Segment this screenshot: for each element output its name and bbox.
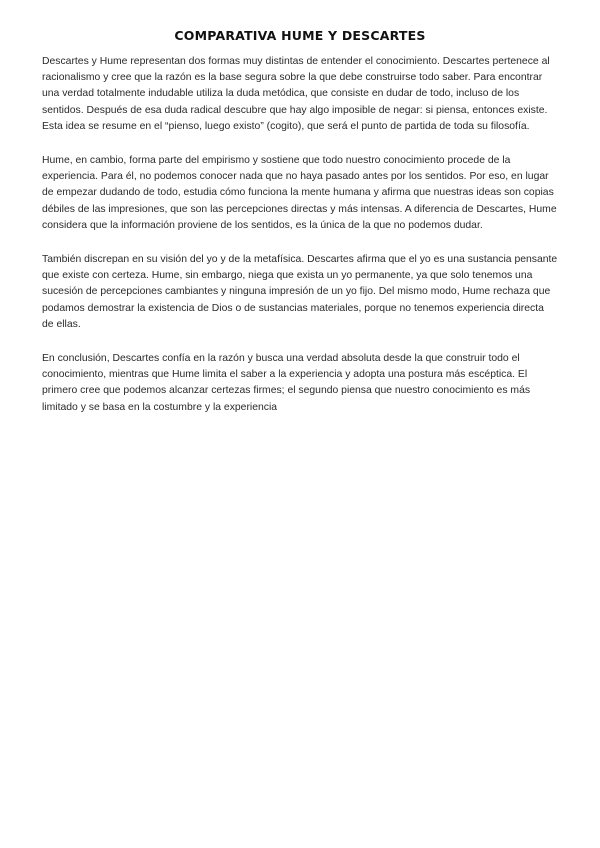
paragraph-hume: Hume, en cambio, forma parte del empirismo y sostiene que todo nuestro conocimiento procede de la experiencia. Para él, no podemos conocer nada que no haya pasado antes por los sentidos. Por eso, en lugar de empezar dudando de todo, estudia cómo funciona la mente humana y afirma que nuestras ideas son copias débiles de las impresiones, que son las percepciones directas y más intensas. A diferencia de Descartes, Hume considera que la información proviene de los sentidos, es la única de la que no podemos dudar. <box>42 155 557 231</box>
document-title: COMPARATIVA HUME Y DESCARTES <box>174 28 426 43</box>
paragraph-yo-metafisica: También discrepan en su visión del yo y de la metafísica. Descartes afirma que el yo es una sustancia pensante que existe con certeza. Hume, sin embargo, niega que exista un yo permanente, ya que solo tenemos una sucesión de percepciones cambiantes y ninguna impresión de un yo fijo. Del mismo modo, Hume rechaza que podamos demostrar la existencia de Dios o de sustancias materiales, porque no tenemos experiencia directa de ellas. <box>42 254 558 330</box>
paragraph-descartes: Descartes y Hume representan dos formas muy distintas de entender el conocimiento. Descartes pertenece al racionalismo y cree que la razón es la base segura sobre la que debe construirse todo saber. Para encontrar una verdad totalmente indudable utiliza la duda metódica, que consiste en dudar de todo, incluso de los sentidos. Después de esa duda radical descubre que hay algo imposible de negar: si piensa, entonces existe. Esta idea se resume en el “pienso, luego existo” (cogito), que será el punto de partida de toda su filosofía. <box>42 56 550 132</box>
paragraph-conclusion: En conclusión, Descartes confía en la razón y busca una verdad absoluta desde la que construir todo el conocimiento, mientras que Hume limita el saber a la experiencia y adopta una postura más escéptica. El primero cree que podemos alcanzar certezas firmes; el segundo piensa que nuestro conocimiento es más limitado y se basa en la costumbre y la experiencia <box>42 353 531 413</box>
